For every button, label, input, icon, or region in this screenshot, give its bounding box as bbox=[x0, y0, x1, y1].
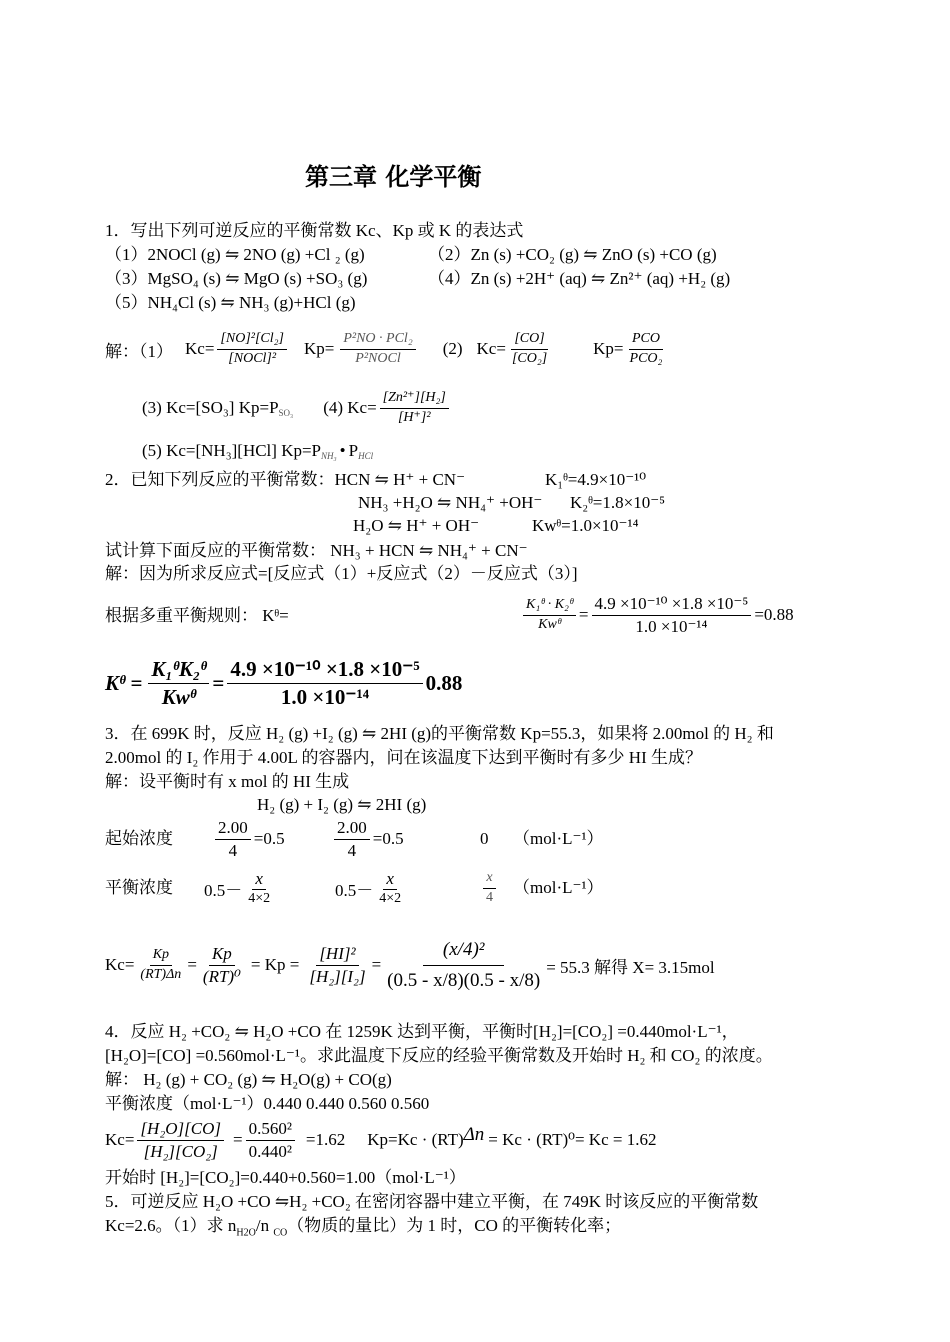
q1-kp1-num: P²NO · PCl₂ bbox=[340, 331, 415, 349]
q1-kc1-fraction bbox=[217, 331, 287, 366]
q1-kc2-num: [CO] bbox=[511, 331, 547, 349]
q3-result: = 55.3 解得 X= 3.15mol bbox=[546, 957, 715, 977]
q3-hi-fraction bbox=[306, 944, 368, 986]
q3-hi-den: [H₂][I₂] bbox=[309, 966, 366, 986]
q4-val-den: 0.440² bbox=[248, 1141, 292, 1161]
q3-eq-i2-num: x bbox=[383, 869, 397, 891]
q4-kc-formula: Kc= $\frac{\text{[H₂O][CO]}}{\text{[H₂][CO₂]}}$ = $\frac{\text{0.560²}}{\text{0.440²}}$ =1.62 Kp=Kc · (RT) Δn = Kc · (RT)⁰= Kc = 1.62 bbox=[105, 1118, 657, 1161]
q3-kp-rt-dn-fraction bbox=[137, 947, 184, 982]
q1-kp1-den: P²NOCl bbox=[355, 350, 401, 366]
q4-dn: Δn bbox=[463, 1124, 485, 1145]
q3-kp-num-1: Kp bbox=[150, 947, 172, 965]
q4-kp-rest: = Kc · (RT)⁰= Kc = 1.62 bbox=[488, 1130, 657, 1149]
q3-init-h2 bbox=[212, 815, 285, 863]
q4-start: 开始时 [H₂]=[CO₂]=0.440+0.560=1.00（mol·L⁻¹） bbox=[105, 1168, 466, 1187]
q3-eq-kp: = Kp = bbox=[250, 955, 300, 974]
q3-init-h2-num: 2.00 bbox=[215, 818, 251, 840]
q3-eq-unit: （mol·L⁻¹） bbox=[513, 878, 604, 897]
q2-big-calc-num: 4.9 ×10⁻¹⁰ ×1.8 ×10⁻⁵ bbox=[227, 657, 422, 683]
q2-k-fraction bbox=[523, 597, 576, 632]
q5-stem-line-2 bbox=[105, 1216, 622, 1239]
q1-kp-label: Kp= bbox=[303, 339, 335, 358]
q1-kc4-den: [H⁺]² bbox=[397, 409, 431, 425]
q2-result: =0.88 bbox=[754, 605, 794, 624]
q2-eq2: NH₃ +H₂O ⇋ NH₄⁺ +OH⁻ bbox=[358, 493, 543, 512]
q3-init-label: 起始浓度 bbox=[105, 829, 173, 848]
q3-eq-hi-den: 4 bbox=[486, 889, 493, 905]
q4-solution: 解： H₂ (g) + CO₂ (g) ⇋ H₂O(g) + CO(g) bbox=[105, 1070, 392, 1089]
q2-stem: 2．已知下列反应的平衡常数：HCN ⇋ H⁺ + CN⁻ bbox=[105, 470, 466, 489]
q4-conc-den: [H₂][CO₂] bbox=[143, 1141, 218, 1161]
q4-stem-line-2: [H₂O]=[CO] =0.560mol·L⁻¹。求此温度下反应的经验平衡常数及开始时 H₂ 和 CO₂ 的浓度。 bbox=[105, 1046, 773, 1065]
q5-stem-part-c: （物质的量比）为 1 时，CO 的平衡转化率； bbox=[287, 1216, 622, 1235]
q2-kw: Kwᶿ=1.0×10⁻¹⁴ bbox=[532, 516, 639, 535]
q1-kc1-den: [NOCl]² bbox=[228, 350, 277, 366]
q3-init-h2-fraction bbox=[215, 818, 251, 860]
q1-line5-text: (5) Kc=[NH₃][HCl] Kp=P bbox=[142, 441, 322, 460]
q5-sub-h2o: H2O bbox=[236, 1227, 256, 1239]
q1-reaction-4: （4）Zn (s) +2H⁺ (aq) ⇋ Zn²⁺ (aq) +H₂ (g) bbox=[428, 269, 731, 288]
q2-big-k-fraction bbox=[148, 657, 209, 708]
q3-init-i2-num: 2.00 bbox=[334, 818, 370, 840]
q1-reaction-5: （5）NH₄Cl (s) ⇋ NH₃ (g)+HCl (g) bbox=[105, 293, 356, 312]
q2-big-k-num: K₁ᶿK₂ᶿ bbox=[148, 657, 209, 683]
q3-kc-label: Kc= bbox=[105, 955, 135, 974]
q3-init-i2-den: 4 bbox=[347, 840, 357, 860]
q3-kp-rt-0-fraction bbox=[200, 944, 244, 986]
q1-item2: (2) bbox=[442, 339, 463, 358]
q1-kc2-fraction bbox=[509, 331, 550, 366]
q4-eq-conc: 平衡浓度（mol·L⁻¹）0.440 0.440 0.560 0.560 bbox=[105, 1094, 430, 1113]
q2-calc-num: 4.9 ×10⁻¹⁰ ×1.8 ×10⁻⁵ bbox=[592, 594, 752, 616]
q1-line3-text: (3) Kc=[SO₃] Kp=P bbox=[142, 398, 279, 417]
q1-kc1-num: [NO]²[Cl₂] bbox=[217, 331, 287, 349]
q1-item4: (4) Kc= bbox=[323, 398, 377, 417]
q1-kp2-num: PCO bbox=[629, 331, 663, 349]
q2-big-k-den: Kwᶿ bbox=[161, 684, 196, 709]
q3-kc-formula: Kc= $\frac{Kp}{(RT)\Delta n}$ = $\frac{Kp}{\text{(RT)⁰}}$ = Kp = $\frac{\text{[HI]²}}{\text{[H₂][I₂]}}$ = $\frac{\text{(x/4)²}}{(0.5 - x/8)(0.5 - x/8)}$ = 55.3 解得 X= 3.15mol bbox=[105, 938, 715, 991]
q3-rt-0: (RT)⁰ bbox=[202, 966, 241, 986]
page-title: 第三章 化学平衡 bbox=[305, 163, 482, 191]
q1-line5-p: P bbox=[348, 441, 359, 460]
q1-kc4-fraction bbox=[380, 390, 449, 425]
q2-big-formula: Kᶿ = $\frac{\text{K₁ᶿK₂ᶿ}}{\text{Kwᶿ}}$ = $\frac{\text{4.9 ×10⁻¹⁰ ×1.8 ×10⁻⁵}}{\text{1.0 ×10⁻¹⁴}}$ 0.88 bbox=[105, 657, 463, 709]
q3-eq-h2-num: x bbox=[252, 869, 266, 891]
q3-eq-i2-fraction bbox=[376, 869, 404, 908]
q3-eq-i2-text: 0.5－ bbox=[335, 880, 374, 900]
q2-rule: 根据多重平衡规则： Kᶿ= bbox=[105, 606, 289, 625]
q1-kc-label: Kc= bbox=[185, 339, 215, 358]
q1-reaction-1: （1）2NOCl (g) ⇋ 2NO (g) +Cl ₂ (g) bbox=[105, 245, 365, 264]
q3-eq-hi-fraction bbox=[483, 870, 496, 905]
q3-x-num: (x/4)² bbox=[423, 939, 505, 966]
q5-stem-part-b: /n bbox=[255, 1216, 274, 1235]
q2-k-den: Kwᶿ bbox=[538, 616, 561, 632]
q3-kp-num-2: Kp bbox=[209, 944, 235, 966]
q1-kc2-den: [CO₂] bbox=[511, 350, 548, 366]
q3-init-h2-val: =0.5 bbox=[253, 829, 285, 848]
q5-sub-co: CO bbox=[273, 1227, 288, 1239]
q4-stem-line-1: 4．反应 H₂ +CO₂ ⇋ H₂O +CO 在 1259K 达到平衡，平衡时[H₂]=[CO₂] =0.440mol·L⁻¹， bbox=[105, 1022, 739, 1041]
q1-kp1-fraction bbox=[340, 331, 415, 366]
q2-ask: 试计算下面反应的平衡常数： NH₃ + HCN ⇋ NH₄⁺ + CN⁻ bbox=[105, 541, 528, 560]
q2-solution: 解：因为所求反应式=[反应式（1）+反应式（2）－反应式（3）] bbox=[105, 564, 578, 583]
q3-init-i2-val: =0.5 bbox=[372, 829, 404, 848]
q1-kc2-label: Kc= bbox=[476, 339, 506, 358]
q1-kc4-num: [Zn²⁺][H₂] bbox=[380, 390, 449, 408]
q3-equation: H₂ (g) + I₂ (g) ⇋ 2HI (g) bbox=[257, 795, 427, 814]
q2-k2: K₂ᶿ=1.8×10⁻⁵ bbox=[570, 493, 666, 512]
q2-big-lhs: Kᶿ = bbox=[105, 670, 143, 695]
q1-solution-line-2: (3) Kc=[SO₃] Kp=P SO₃ (4) Kc= $\frac{\text{[Zn²⁺][H₂]}}{\text{[H⁺]²}}$ bbox=[142, 385, 452, 431]
q2-big-result: 0.88 bbox=[425, 670, 463, 695]
q3-stem-line-2: 2.00mol 的 I₂ 作用于 4.00L 的容器内，问在该温度下达到平衡时有多少 HI 生成？ bbox=[105, 748, 702, 767]
q2-k-num: K₁ᶿ · K₂ᶿ bbox=[523, 597, 576, 615]
q1-reaction-3: （3）MgSO₄ (s) ⇋ MgO (s) +SO₃ (g) bbox=[105, 269, 368, 288]
q1-line5-dot: • bbox=[339, 441, 346, 460]
q2-rule-formula: $\frac{\text{K₁ᶿ · K₂ᶿ}}{\text{Kwᶿ}}$ = $\frac{\text{4.9 ×10⁻¹⁰ ×1.8 ×10⁻⁵}}{\text{1.0 ×10⁻¹⁴}}$ =0.88 bbox=[520, 589, 794, 641]
q3-init-hi: 0 bbox=[480, 829, 489, 848]
q1-solution-line-3: (5) Kc=[NH₃][HCl] Kp=P NH₃ • P HCl bbox=[142, 441, 374, 461]
q3-init-i2-fraction bbox=[334, 818, 370, 860]
q3-eq-i2 bbox=[335, 864, 407, 912]
q2-big-calc-den: 1.0 ×10⁻¹⁴ bbox=[280, 684, 370, 709]
q3-eq-i2-den: 4×2 bbox=[379, 891, 402, 907]
q3-eq-h2-fraction bbox=[245, 869, 273, 908]
q4-val-num: 0.560² bbox=[246, 1119, 295, 1141]
q3-hi-num: [HI]² bbox=[316, 944, 358, 966]
q3-eq-h2-den: 4×2 bbox=[248, 891, 271, 907]
q3-solution: 解：设平衡时有 x mol 的 HI 生成 bbox=[105, 772, 350, 791]
q5-stem-part-a: Kc=2.6。（1）求 n bbox=[105, 1216, 237, 1235]
q1-solution-line-1 bbox=[105, 325, 668, 373]
q1-kp2-fraction bbox=[627, 331, 666, 366]
q2-big-calc-fraction bbox=[227, 657, 422, 708]
q1-kp2-label: Kp= bbox=[593, 339, 624, 358]
q3-stem-line-1: 3．在 699K 时，反应 H₂ (g) +I₂ (g) ⇋ 2HI (g)的平衡常数 Kp=55.3，如果将 2.00mol 的 H₂ 和 bbox=[105, 724, 774, 743]
q3-init-h2-den: 4 bbox=[228, 840, 238, 860]
q3-eq-label: 平衡浓度 bbox=[105, 878, 173, 897]
q1-stem: 1．写出下列可逆反应的平衡常数 Kc、Kp 或 K 的表达式 bbox=[105, 221, 524, 240]
q4-kp-text: Kp=Kc · (RT) bbox=[367, 1130, 464, 1149]
q3-x-fraction bbox=[384, 939, 543, 992]
q3-eq-h2 bbox=[204, 864, 276, 912]
q3-eq-hi bbox=[480, 864, 499, 912]
q4-conc-num: [H₂O][CO] bbox=[137, 1119, 224, 1141]
q1-kp2-den: PCO₂ bbox=[629, 350, 663, 366]
q3-eq-hi-num: x bbox=[483, 870, 495, 888]
q2-calc-den: 1.0 ×10⁻¹⁴ bbox=[635, 616, 708, 636]
q1-reaction-2: （2）Zn (s) +CO₂ (g) ⇋ ZnO (s) +CO (g) bbox=[428, 245, 717, 264]
q4-conc-fraction bbox=[137, 1119, 224, 1161]
q4-kc-label: Kc= bbox=[105, 1130, 135, 1149]
q1-sol-label: 解：（1） bbox=[105, 341, 173, 361]
q2-k1: K₁ᶿ=4.9×10⁻¹⁰ bbox=[545, 470, 647, 489]
q3-eq-h2-text: 0.5－ bbox=[204, 880, 243, 900]
q4-kc-val: =1.62 bbox=[305, 1130, 346, 1149]
q3-rt-dn: (RT)Δn bbox=[140, 966, 182, 982]
q3-init-unit: （mol·L⁻¹） bbox=[513, 829, 604, 848]
q3-x-den: (0.5 - x/8)(0.5 - x/8) bbox=[387, 969, 541, 991]
q2-calc-fraction bbox=[592, 594, 752, 636]
q2-eq3: H₂O ⇋ H⁺ + OH⁻ bbox=[353, 516, 480, 535]
q3-init-i2 bbox=[331, 815, 404, 863]
q5-stem-line-1: 5．可逆反应 H₂O +CO ⇋H₂ +CO₂ 在密闭容器中建立平衡，在 749K 时该反应的平衡常数 bbox=[105, 1192, 759, 1211]
q4-val-fraction bbox=[246, 1119, 295, 1161]
